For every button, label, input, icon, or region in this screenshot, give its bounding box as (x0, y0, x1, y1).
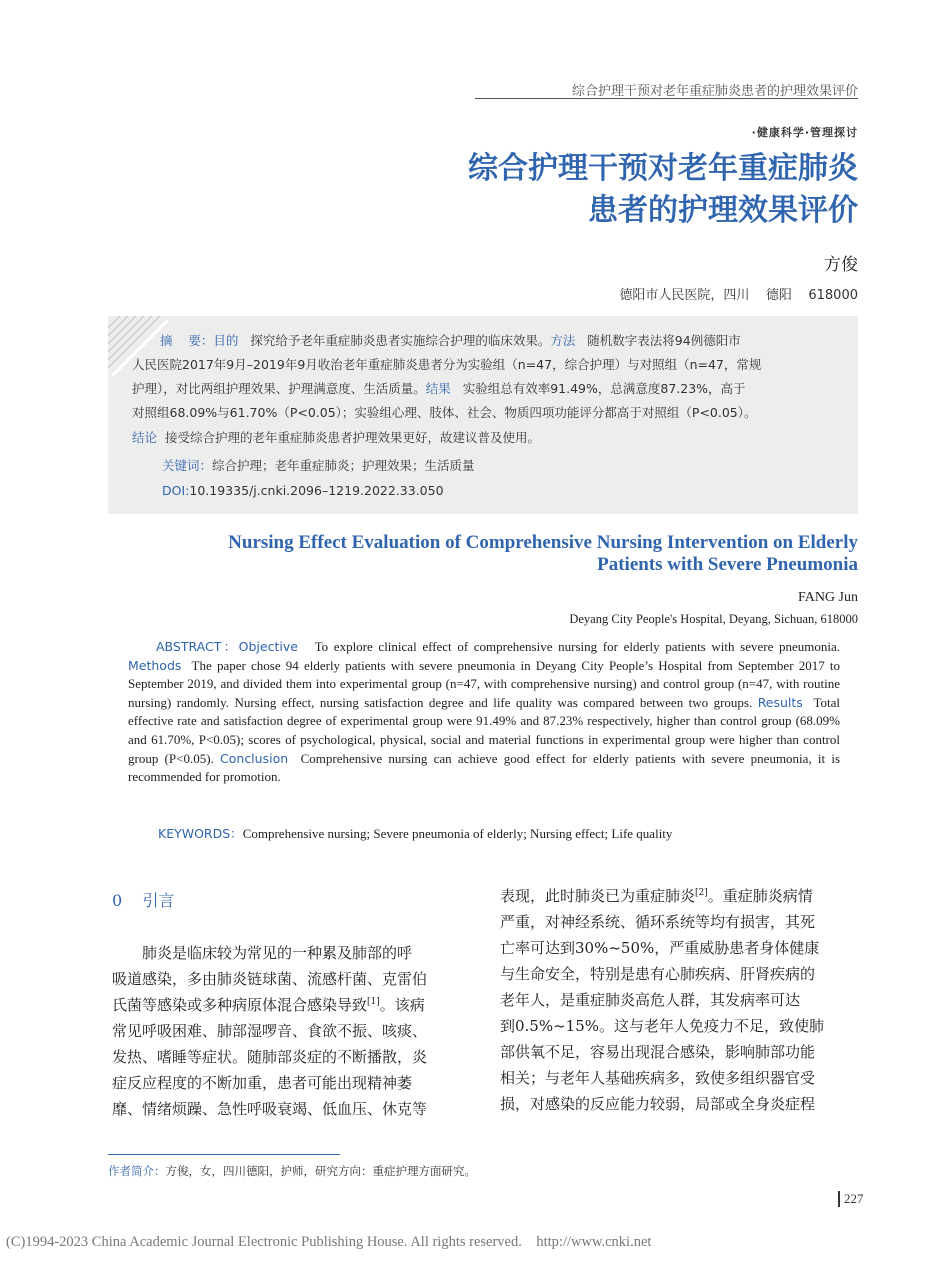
en-author: FANG Jun (797, 590, 858, 605)
cn-author: 方俊 (824, 255, 858, 275)
body-line: 亡率可达到30%~50%，严重威胁患者身体健康 (500, 939, 820, 957)
en-results-text: Total effective rate and satisfaction degree of experimental group were 91.49% and 87.23% respectively, higher than control group (68.09% and 61.70%, P<0.05); scores of psychological, physical, social and material functions in experimental group were higher than control group (P<0.05). (128, 694, 841, 766)
cn-doi-line (162, 480, 864, 503)
en-conclusion-text: Comprehensive nursing can achieve good effect for elderly patients with severe pneumonia, it is recommended for promotion. (128, 750, 841, 785)
en-abstract (128, 638, 840, 787)
body-line: 靡、情绪烦躁、急性呼吸衰竭、低血压、休克等 (112, 1100, 428, 1118)
header-rule (475, 98, 858, 99)
body-line: 表现，此时肺炎已为重症肺炎[2]。重症肺炎病情 (500, 887, 813, 905)
en-conclusion-label: Conclusion (220, 750, 289, 766)
citation-ref-2[interactable]: [2] (695, 888, 708, 898)
en-objective-text: To explore clinical effect of comprehensive nursing for elderly patients with severe pneumonia. (314, 639, 840, 654)
body-line: 与生命安全，特别是患有心肺疾病、肝肾疾病的 (500, 965, 816, 983)
body-line: 症反应程度的不断加重，患者可能出现精神萎 (112, 1074, 413, 1092)
cn-conclusion-text: 接受综合护理的老年重症肺炎患者护理效果更好，故建议普及使用。 (164, 430, 540, 445)
cn-doi-text: 10.19335/j.cnki.2096–1219.2022.33.050 (189, 483, 444, 498)
cn-doi-label: DOI: (162, 483, 190, 498)
en-abstract-label: ABSTRACT： (156, 639, 239, 654)
cn-keywords-text: 综合护理；老年重症肺炎；护理效果；生活质量 (212, 458, 475, 473)
cn-abstract-line2: 人民医院2017年9月–2019年9月收治老年重症肺炎患者分为实验组（n=47，综合护理）与对照组（n=47，常规 (132, 357, 762, 372)
cn-abstract-label: 摘 要： (160, 333, 214, 348)
en-results-label: Results (757, 694, 803, 710)
cn-title (258, 148, 858, 232)
cn-results-label: 结果 (425, 381, 451, 396)
intro-heading: 0 引言 (112, 891, 175, 910)
en-title-line1: Nursing Effect Evaluation of Comprehensive Nursing Intervention on Elderly (228, 532, 858, 553)
cn-methods-text-1: 随机数字表法将94例德阳市 (587, 333, 741, 348)
cn-affiliation: 德阳市人民医院，四川 德阳 618000 (619, 288, 858, 303)
citation-ref-1[interactable]: [1] (367, 997, 380, 1007)
body-line: 老年人，是重症肺炎高危人群，其发病率可达 (500, 991, 801, 1009)
section-tag: ·健康科学·管理探讨 (751, 126, 858, 139)
body-line: 损，对感染的反应能力较弱，局部或全身炎症程 (500, 1095, 816, 1113)
en-keywords-label: KEYWORDS： (158, 826, 243, 841)
cn-keywords-label: 关键词： (162, 458, 213, 473)
en-keywords-text: Comprehensive nursing; Severe pneumonia of elderly; Nursing effect; Life quality (242, 826, 673, 841)
en-objective-label: Objective (238, 639, 298, 654)
footnote-text: 方俊，女，四川德阳，护师，研究方向：重症护理方面研究。 (165, 1164, 476, 1178)
running-header: 综合护理干预对老年重症肺炎患者的护理效果评价 (571, 84, 858, 99)
cn-methods-label: 方法 (550, 333, 576, 348)
author-footnote (108, 1163, 476, 1179)
body-line: 吸道感染，多由肺炎链球菌、流感杆菌、克雷伯 (112, 970, 428, 988)
body-line: 到0.5%~15%。这与老年人免疫力不足，致使肺 (500, 1017, 825, 1035)
body-line: 相关；与老年人基础疾病多，致使多组织器官受 (500, 1069, 816, 1087)
copyright-notice: (C)1994-2023 China Academic Journal Electronic Publishing House. All rights reserved. http://www.cnki.net (6, 1234, 652, 1250)
en-title (228, 532, 858, 576)
body-left-column (112, 940, 472, 1122)
cn-abstract-line5 (132, 427, 834, 450)
cn-abstract-line1 (132, 330, 834, 353)
en-methods-text: The paper chose 94 elderly patients with severe pneumonia in Deyang City People’s Hospital from September 2017 to September 2019, and divided them into experimental group (n=47, with comprehensive nursing) and control group (n=47, with routine nursing) randomly. Nursing effect, nursing satisfaction degree and life quality was compared between two groups. (128, 657, 841, 710)
cn-title-line2: 患者的护理效果评价 (588, 193, 858, 228)
cn-abstract-line4: 对照组68.09%与61.70%（P<0.05）；实验组心理、肢体、社会、物质四项功能评分都高于对照组（P<0.05）。 (132, 405, 757, 420)
en-title-line2: Patients with Severe Pneumonia (597, 554, 858, 575)
en-methods-label: Methods (128, 657, 182, 673)
page-number: 227 (838, 1191, 864, 1207)
body-line: 部供氧不足，容易出现混合感染，影响肺部功能 (500, 1043, 816, 1061)
cn-results-text-1: 实验组总有效率91.49%，总满意度87.23%，高于 (462, 381, 746, 396)
en-affiliation: Deyang City People's Hospital, Deyang, Sichuan, 618000 (569, 612, 858, 626)
footnote-label: 作者简介： (108, 1164, 166, 1178)
body-line: 氏菌等感染或多种病原体混合感染导致[1]。该病 (112, 996, 425, 1014)
body-line: 肺炎是临床较为常见的一种累及肺部的呼 (112, 944, 413, 962)
cn-abstract-line3 (132, 378, 834, 401)
cn-keywords-line (162, 455, 864, 478)
body-right-column (500, 883, 860, 1117)
cn-title-line1: 综合护理干预对老年重症肺炎 (468, 151, 858, 186)
cn-methods-text-3: 护理），对比两组护理效果、护理满意度、生活质量。 (132, 381, 426, 396)
cn-objective-label: 目的 (213, 333, 239, 348)
cn-objective-text: 探究给予老年重症肺炎患者实施综合护理的临床效果。 (250, 333, 551, 348)
body-line: 常见呼吸困难、肺部湿啰音、食欲不振、咳痰、 (112, 1022, 428, 1040)
body-line: 发热、嗜睡等症状。随肺部炎症的不断播散，炎 (112, 1048, 428, 1066)
cn-conclusion-label: 结论 (132, 430, 158, 445)
footnote-rule (108, 1154, 340, 1155)
en-keywords-line (158, 824, 672, 842)
body-line: 严重，对神经系统、循环系统等均有损害，其死 (500, 913, 816, 931)
